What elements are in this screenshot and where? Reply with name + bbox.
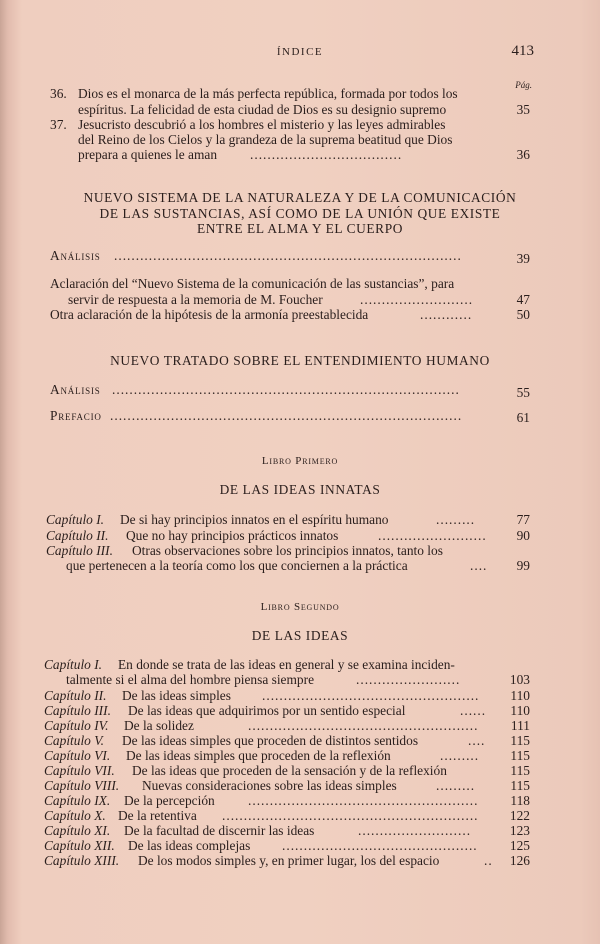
chapter-page: 115 <box>510 778 530 793</box>
entry-text: Aclaración del “Nuevo Sistema de la comunicación de las sustancias”, para <box>50 276 455 291</box>
chapter-page: 99 <box>516 558 530 573</box>
leader-dots: .... <box>468 733 486 748</box>
chapter-page: 115 <box>510 733 530 748</box>
leader-dots: .... <box>470 558 488 573</box>
chapter-page: 90 <box>516 528 530 543</box>
entry-text: prepara a quienes le aman <box>78 147 218 162</box>
chapter-title: De si hay principios innatos en el espíritu humano <box>120 512 389 527</box>
chapter-title: De las ideas simples <box>122 688 231 703</box>
entry-page: 61 <box>516 410 530 425</box>
chapter-title: De las ideas simples que proceden de la reflexión <box>126 748 391 763</box>
leader-dots: .................................................. <box>262 688 480 703</box>
entry-text: Dios es el monarca de la más perfecta república, formada por todos los <box>78 86 458 101</box>
chapter-page: 110 <box>510 703 530 718</box>
chapter-page: 77 <box>516 512 530 527</box>
leader-dots: .......................... <box>358 823 472 838</box>
chapter-page: 122 <box>509 808 530 823</box>
chapter-label: Capítulo XII. <box>44 838 115 853</box>
entry-number: 37. <box>50 117 67 132</box>
leader-dots: ................................................................................ <box>112 382 460 397</box>
chapter-title: que pertenecen a la teoría como los que conciernen a la práctica <box>66 558 408 573</box>
chapter-label: Capítulo III. <box>44 703 111 718</box>
chapter-title: De la facultad de discernir las ideas <box>124 823 315 838</box>
leader-dots: ......... <box>436 512 476 527</box>
chapter-label: Capítulo VIII. <box>44 778 120 793</box>
chapter-label: Capítulo X. <box>44 808 106 823</box>
chapter-label: Capítulo XIII. <box>44 853 120 868</box>
leader-dots: .. <box>484 853 493 868</box>
chapter-page: 115 <box>510 763 530 778</box>
chapter-title: En donde se trata de las ideas en general y se examina inciden- <box>118 657 455 672</box>
chapter-title: talmente si el alma del hombre piensa siempre <box>66 672 315 687</box>
section-title-line: DE LAS SUSTANCIAS, ASÍ COMO DE LA UNIÓN QUE EXISTE <box>99 206 501 221</box>
book-part-label: Libro Primero <box>261 455 339 467</box>
entry-number: 36. <box>50 86 67 101</box>
entry-text: Otra aclaración de la hipótesis de la armonía preestablecida <box>50 307 369 322</box>
section-title-line: NUEVO SISTEMA DE LA NATURALEZA Y DE LA COMUNICACIÓN <box>83 190 517 205</box>
pag-column-label: Pág. <box>515 80 532 90</box>
book-part-title: DE LAS IDEAS <box>251 628 349 643</box>
chapter-label: Capítulo II. <box>46 528 109 543</box>
chapter-title: Otras observaciones sobre los principios innatos, tanto los <box>132 543 443 558</box>
entry-text: servir de respuesta a la memoria de M. Foucher <box>68 292 323 307</box>
chapter-title: De las ideas que proceden de la sensación y de la reflexión <box>132 763 447 778</box>
entry-page: 50 <box>516 307 530 322</box>
leader-dots: ............ <box>420 307 473 322</box>
leader-dots: ................................................................................. <box>110 408 463 423</box>
entry-text: Prefacio <box>50 408 102 423</box>
chapter-title: De la solidez <box>124 718 194 733</box>
leader-dots: .......................... <box>360 292 474 307</box>
chapter-label: Capítulo III. <box>46 543 113 558</box>
entry-page: 47 <box>516 292 530 307</box>
chapter-page: 111 <box>510 718 530 733</box>
chapter-title: De la retentiva <box>118 808 197 823</box>
leader-dots: ................................... <box>250 147 403 162</box>
leader-dots: ............................................. <box>282 838 478 853</box>
leader-dots: ..................................................... <box>248 793 479 808</box>
chapter-page: 118 <box>510 793 530 808</box>
chapter-page: 103 <box>509 672 530 687</box>
chapter-page: 110 <box>510 688 530 703</box>
entry-page: 39 <box>516 251 530 266</box>
section-title-line: NUEVO TRATADO SOBRE EL ENTENDIMIENTO HUMANO <box>110 353 490 368</box>
chapter-label: Capítulo II. <box>44 688 107 703</box>
section-title-line: ENTRE EL ALMA Y EL CUERPO <box>196 221 404 236</box>
leader-dots: ................................................................................ <box>114 248 462 263</box>
chapter-title: De las ideas que adquirimos por un sentido especial <box>128 703 406 718</box>
chapter-title: De la percepción <box>124 793 215 808</box>
leader-dots: ..................................................... <box>248 718 479 733</box>
entry-text: Análisis <box>50 382 101 397</box>
entry-text: espíritus. La felicidad de esta ciudad de Dios es su designio supremo <box>78 102 447 117</box>
chapter-label: Capítulo I. <box>46 512 105 527</box>
entry-text: del Reino de los Cielos y la grandeza de la suprema beatitud que Dios <box>78 132 453 147</box>
leader-dots: ........................................................... <box>222 808 479 823</box>
entry-page: 35 <box>516 102 530 117</box>
chapter-label: Capítulo I. <box>44 657 103 672</box>
chapter-label: Capítulo VI. <box>44 748 111 763</box>
book-part-title: DE LAS IDEAS INNATAS <box>219 482 381 497</box>
chapter-title: Que no hay principios prácticos innatos <box>126 528 339 543</box>
chapter-label: Capítulo VII. <box>44 763 115 778</box>
leader-dots: ......................... <box>378 528 487 543</box>
chapter-page: 123 <box>509 823 530 838</box>
chapter-page: 115 <box>510 748 530 763</box>
chapter-page: 125 <box>509 838 530 853</box>
leader-dots: ........................ <box>356 672 461 687</box>
entry-page: 55 <box>516 385 530 400</box>
page-header <box>0 43 600 64</box>
chapter-title: De las ideas complejas <box>128 838 251 853</box>
chapter-title: De las ideas simples que proceden de distintos sentidos <box>122 733 419 748</box>
chapter-title: Nuevas consideraciones sobre las ideas simples <box>142 778 397 793</box>
chapter-title: De los modos simples y, en primer lugar, los del espacio <box>138 853 440 868</box>
page-number: 413 <box>511 43 534 59</box>
entry-page: 36 <box>516 147 530 162</box>
book-part-label: Libro Segundo <box>260 601 340 613</box>
running-head: ÍNDICE <box>276 46 324 58</box>
chapter-label: Capítulo IX. <box>44 793 111 808</box>
entry-text: Análisis <box>50 248 101 263</box>
leader-dots: ...... <box>460 703 487 718</box>
chapter-label: Capítulo XI. <box>44 823 111 838</box>
leader-dots: ......... <box>440 748 480 763</box>
chapter-label: Capítulo V. <box>44 733 105 748</box>
chapter-page: 126 <box>509 853 530 868</box>
entry-text: Jesucristo descubrió a los hombres el misterio y las leyes admirables <box>78 117 446 132</box>
leader-dots: ......... <box>436 778 476 793</box>
chapter-label: Capítulo IV. <box>44 718 109 733</box>
